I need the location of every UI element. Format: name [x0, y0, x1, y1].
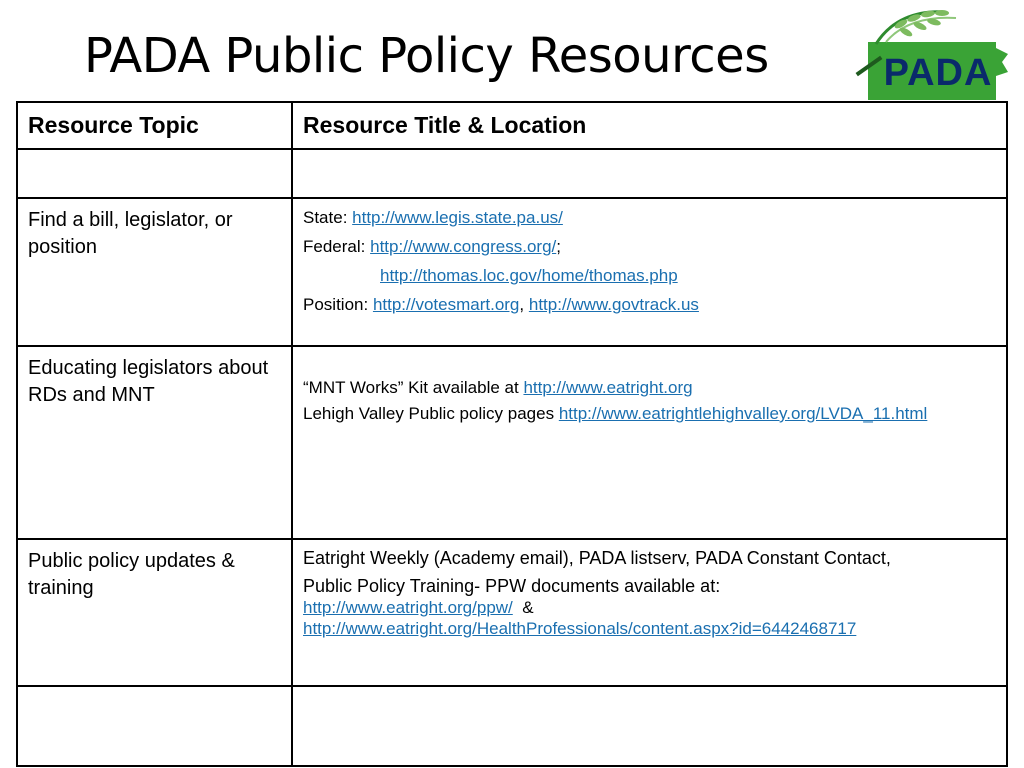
topic-text: Educating legislators about RDs and MNT: [28, 357, 269, 406]
topic-text: Find a bill, legislator, or position: [28, 209, 233, 258]
federal-link-congress[interactable]: http://www.congress.org/: [370, 237, 557, 256]
federal-separator: ;: [556, 237, 561, 256]
table-cell-empty: [17, 149, 292, 198]
position-separator: ,: [519, 295, 525, 314]
table-header-row: [17, 102, 1007, 149]
topic-cell: [17, 346, 292, 539]
table-row-empty: [17, 149, 1007, 198]
table-row: [17, 198, 1007, 346]
topic-text: Public policy updates & training: [28, 550, 235, 599]
table-cell-empty: [292, 149, 1007, 198]
resources-table: [16, 101, 1008, 767]
lehigh-valley-link[interactable]: http://www.eatrightlehighvalley.org/LVDA_11.html: [558, 404, 928, 423]
kit-text: “MNT Works” Kit available at: [303, 378, 519, 397]
table-cell-empty: [292, 686, 1007, 766]
kit-line: [303, 377, 996, 398]
table-cell-empty: [17, 686, 292, 766]
topic-cell: [17, 539, 292, 686]
slide-title: PADA Public Policy Resources: [84, 28, 769, 84]
header-label: Resource Topic: [28, 112, 199, 138]
topic-cell: [17, 198, 292, 346]
header-label: Resource Title & Location: [303, 112, 587, 138]
table-row-empty: [17, 686, 1007, 766]
federal-link-thomas[interactable]: http://thomas.loc.gov/home/thomas.php: [380, 266, 678, 285]
health-professionals-line: [303, 618, 996, 639]
training-line: Public Policy Training- PPW documents available at:: [303, 576, 721, 596]
table-row: [17, 539, 1007, 686]
lehigh-line: [303, 403, 996, 424]
position-label: Position:: [303, 295, 369, 314]
lehigh-text: Lehigh Valley Public policy pages: [303, 404, 555, 423]
federal-label: Federal:: [303, 237, 366, 256]
resources-cell: [292, 539, 1007, 686]
position-line: [303, 294, 996, 315]
resources-cell: [292, 198, 1007, 346]
state-link[interactable]: http://www.legis.state.pa.us/: [352, 208, 563, 227]
federal-line: [303, 236, 996, 257]
federal-line-2: [303, 265, 996, 286]
header-resource-topic: [17, 102, 292, 149]
state-line: [303, 207, 996, 228]
ppw-link[interactable]: http://www.eatright.org/ppw/: [303, 598, 513, 617]
table-row: [17, 346, 1007, 539]
position-link-votesmart[interactable]: http://votesmart.org: [372, 295, 520, 314]
pada-logo: [846, 2, 1016, 100]
header-resource-title-location: [292, 102, 1007, 149]
ppw-line: [303, 597, 996, 618]
eatright-link[interactable]: http://www.eatright.org: [523, 378, 693, 397]
ampersand: &: [522, 598, 534, 617]
logo-text: PADA: [883, 52, 993, 94]
position-link-govtrack[interactable]: http://www.govtrack.us: [528, 295, 699, 314]
resources-cell: [292, 346, 1007, 539]
state-label: State:: [303, 208, 348, 227]
weekly-line: Eatright Weekly (Academy email), PADA listserv, PADA Constant Contact,: [303, 548, 891, 568]
health-professionals-link[interactable]: http://www.eatright.org/HealthProfessionals/content.aspx?id=6442468717: [303, 619, 857, 638]
